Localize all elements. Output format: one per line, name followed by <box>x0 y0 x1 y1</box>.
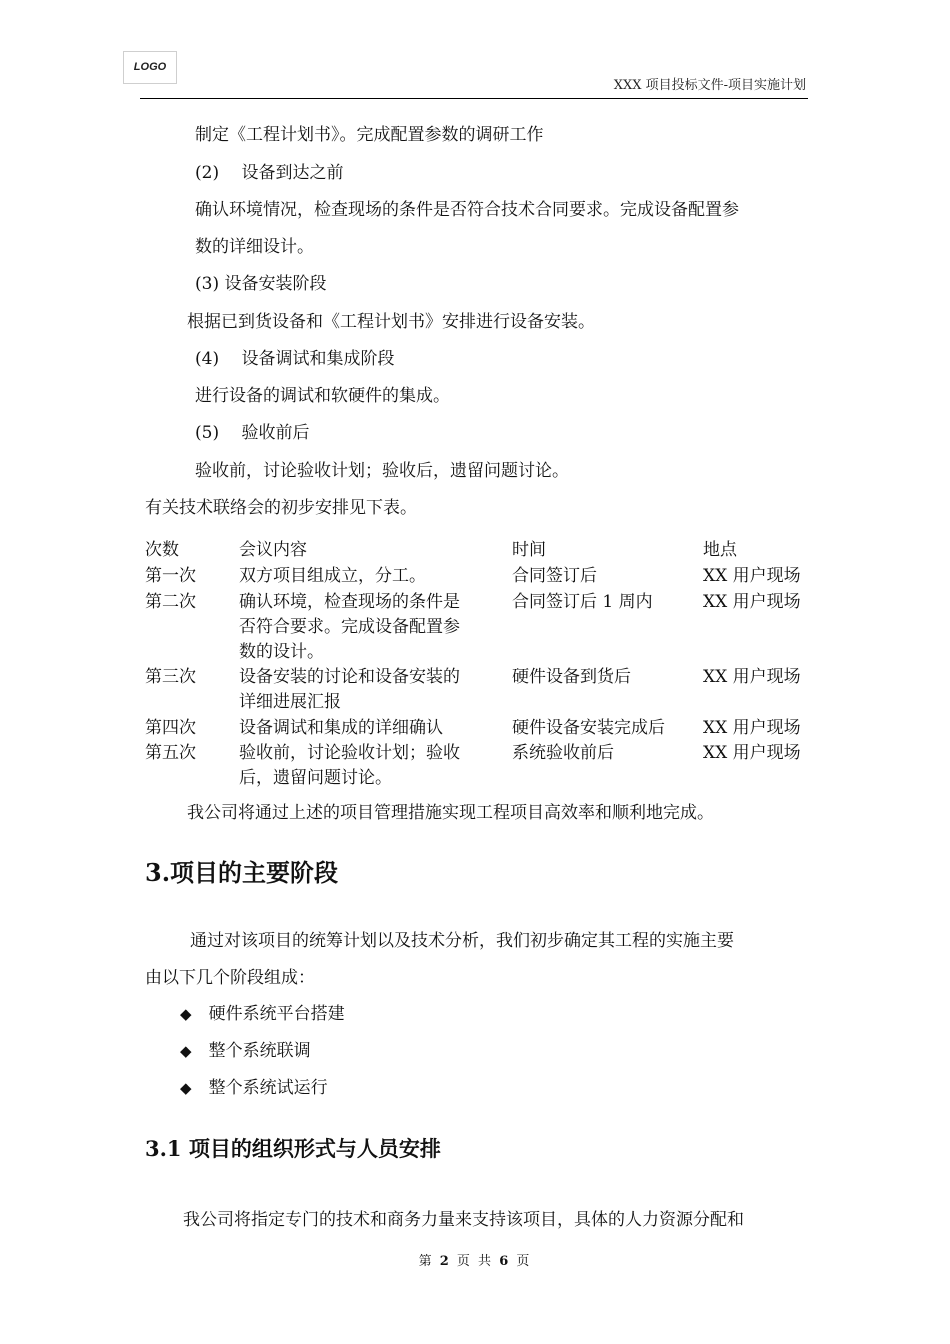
table-cell-time: 硬件设备到货后 <box>512 667 631 687</box>
document-header-title: XXX 项目投标文件-项目实施计划 <box>613 78 806 93</box>
table-cell-content: 确认环境，检查现场的条件是 <box>239 592 460 612</box>
table-cell-num: 第二次 <box>145 592 196 612</box>
table-cell-place: XX 用户现场 <box>703 592 801 612</box>
subsection-heading: 3.1 项目的组织形式与人员安排 <box>145 1136 441 1161</box>
section-heading: 3.项目的主要阶段 <box>145 858 339 887</box>
company-logo: LOGO <box>123 51 177 84</box>
table-cell-content: 设备安装的讨论和设备安装的 <box>239 667 460 687</box>
table-header-cell: 时间 <box>512 540 546 560</box>
step-heading: (5) 验收前后 <box>195 423 310 443</box>
body-line: 我公司将指定专门的技术和商务力量来支持该项目，具体的人力资源分配和 <box>183 1210 744 1230</box>
header-divider <box>140 98 808 99</box>
table-header-cell: 次数 <box>145 540 179 560</box>
table-cell-content: 设备调试和集成的详细确认 <box>239 718 443 738</box>
table-header-cell: 会议内容 <box>239 540 307 560</box>
table-cell-place: XX 用户现场 <box>703 667 801 687</box>
step-heading: (3) 设备安装阶段 <box>195 274 327 294</box>
table-cell-place: XX 用户现场 <box>703 718 801 738</box>
bullet-item <box>180 1036 311 1061</box>
footer-prefix: 第 <box>418 1254 434 1269</box>
body-line: 确认环境情况，检查现场的条件是否符合技术合同要求。完成设备配置参 <box>195 200 739 220</box>
table-header-cell: 地点 <box>703 540 737 560</box>
body-line: 根据已到货设备和《工程计划书》安排进行设备安装。 <box>187 312 595 332</box>
diamond-bullet-icon: ◆ <box>180 1079 192 1097</box>
bullet-text: 硬件系统平台搭建 <box>208 1004 345 1024</box>
step-heading: (4) 设备调试和集成阶段 <box>195 349 395 369</box>
table-cell-content: 数的设计。 <box>239 642 324 662</box>
table-cell-content: 双方项目组成立，分工。 <box>239 566 426 586</box>
total-page-number: 6 <box>499 1254 511 1269</box>
bullet-item <box>180 1073 328 1098</box>
footer-middle: 页 共 <box>456 1254 494 1269</box>
table-cell-time: 系统验收前后 <box>512 743 614 763</box>
section-intro-line: 通过对该项目的统筹计划以及技术分析，我们初步确定其工程的实施主要 <box>190 931 734 951</box>
table-cell-place: XX 用户现场 <box>703 566 801 586</box>
bullet-item <box>180 999 345 1024</box>
bullet-text: 整个系统试运行 <box>208 1078 328 1098</box>
page-footer <box>0 1250 950 1269</box>
current-page-number: 2 <box>439 1254 451 1269</box>
section-intro-line: 由以下几个阶段组成： <box>145 968 315 988</box>
diamond-bullet-icon: ◆ <box>180 1042 192 1060</box>
body-line: 制定《工程计划书》。完成配置参数的调研工作 <box>195 125 544 145</box>
step-heading: (2) 设备到达之前 <box>195 163 344 183</box>
table-cell-num: 第一次 <box>145 566 196 586</box>
table-cell-num: 第四次 <box>145 718 196 738</box>
table-cell-time: 硬件设备安装完成后 <box>512 718 665 738</box>
body-line: 数的详细设计。 <box>195 237 314 257</box>
diamond-bullet-icon: ◆ <box>180 1005 192 1023</box>
table-cell-content: 详细进展汇报 <box>239 692 341 712</box>
body-line: 进行设备的调试和软硬件的集成。 <box>195 386 450 406</box>
table-intro: 有关技术联络会的初步安排见下表。 <box>145 498 417 518</box>
table-cell-num: 第三次 <box>145 667 196 687</box>
bullet-text: 整个系统联调 <box>208 1041 311 1061</box>
table-cell-time: 合同签订后 <box>512 566 597 586</box>
table-cell-content: 验收前，讨论验收计划；验收 <box>239 743 460 763</box>
table-cell-num: 第五次 <box>145 743 196 763</box>
closing-line: 我公司将通过上述的项目管理措施实现工程项目高效率和顺利地完成。 <box>187 803 714 823</box>
table-cell-place: XX 用户现场 <box>703 743 801 763</box>
body-line: 验收前，讨论验收计划；验收后，遗留问题讨论。 <box>195 461 569 481</box>
footer-suffix: 页 <box>516 1254 532 1269</box>
table-cell-time: 合同签订后 1 周内 <box>512 592 653 612</box>
table-cell-content: 后，遗留问题讨论。 <box>239 768 392 788</box>
table-cell-content: 否符合要求。完成设备配置参 <box>239 617 460 637</box>
